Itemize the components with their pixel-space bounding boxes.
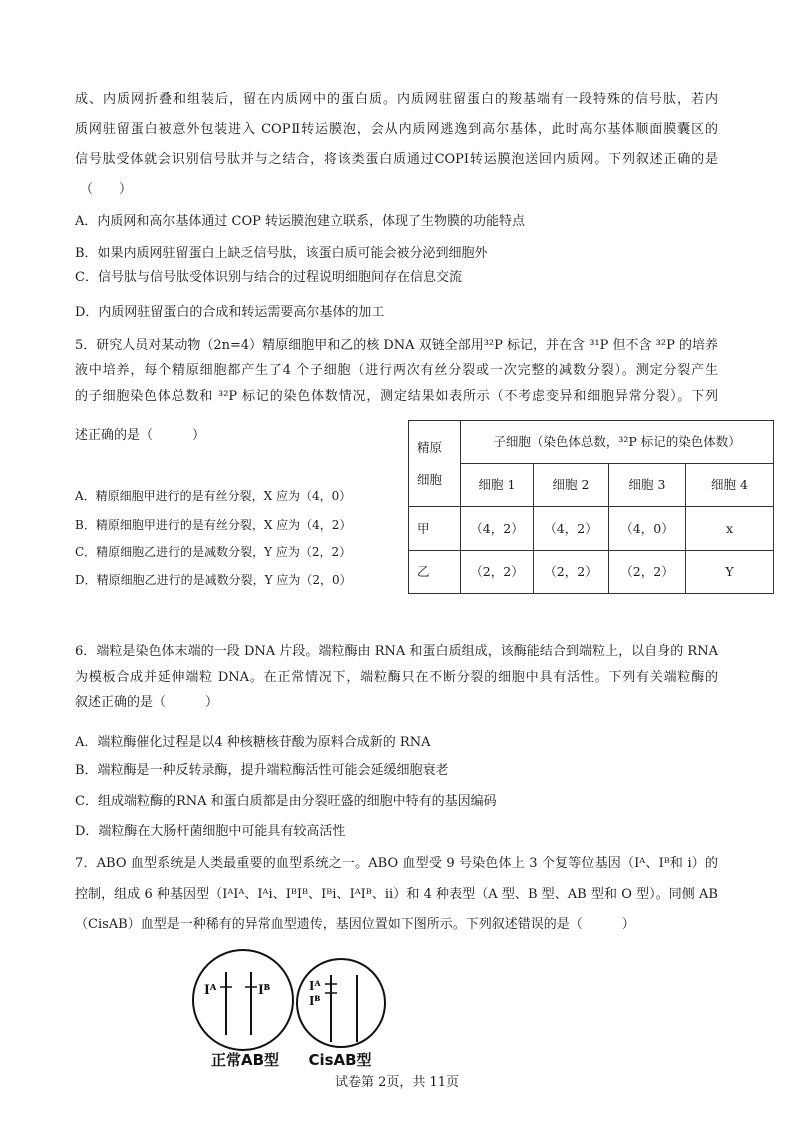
table-row-label: 乙 [409,551,461,594]
q5-data-table [408,420,774,594]
cell-outline [193,950,293,1050]
table-cell: （2，2） [609,551,686,594]
q4-answer-blank: （ ） [80,182,133,197]
normal-ab-caption: 正常AB型 [210,1051,280,1069]
table-row [409,551,774,594]
table-cell: （4，2） [534,507,609,551]
q5-option-d: D．精原细胞乙进行的是减数分裂，Y 应为（2，0） [75,573,352,587]
table-header-row [409,421,774,464]
q6-option-c: C．组成端粒酶的RNA 和蛋白质都是由分裂旺盛的细胞中特有的基因编码 [75,794,497,809]
q7-line-2: 控制，组成 6 种基因型（IᴬIᴬ、Iᴬi、IᴮIᴮ、Iᴮi、IᴬIᴮ、ii）和 4 种表型（A 型、B 型、AB 型和 O 型）。同侧 AB [75,887,718,902]
cis-ab-caption: CisAB型 [308,1051,372,1069]
table-cell: Y [686,551,774,594]
table-cell: （4，2） [461,507,534,551]
q4-line-3: 信号肽受体就会识别信号肽并与之结合，将该类蛋白质通过COPI转运膜泡送回内质网。下列叙述正确的是 [75,152,718,167]
table-group-header: 子细胞（染色体总数，³²P 标记的染色体数） [461,421,774,464]
q5-option-a: A．精原细胞甲进行的是有丝分裂，X 应为（4，0） [75,489,352,503]
q7-line-1: 7．ABO 血型系统是人类最重要的血型系统之一。ABO 血型受 9 号染色体上 3 个复等位基因（Iᴬ、Iᴮ和 i）的 [75,856,718,871]
table-corner-cell [409,421,461,507]
normal-ab-cell [193,950,293,1069]
q6-option-d: D．端粒酶在大肠杆菌细胞中可能具有较高活性 [75,824,346,839]
q4-option-b: B．如果内质网驻留蛋白上缺乏信号肽，该蛋白质可能会被分泌到细胞外 [75,246,488,261]
gene-label-ia: Iᴬ [204,982,217,998]
q4-option-d: D．内质网驻留蛋白的合成和转运需要高尔基体的加工 [75,305,385,320]
q5-line-4: 述正确的是（ ） [75,428,206,443]
q6-option-b: B．端粒酶是一种反转录酶，提升端粒酶活性可能会延缓细胞衰老 [75,763,449,778]
table-column-header: 细胞 3 [609,464,686,507]
q5-line-1: 5．研究人员对某动物（2n=4）精原细胞甲和乙的核 DNA 双链全部用³²P 标记，并在含 ³¹P 但不含 ³²P 的培养 [75,338,718,353]
chromosome-figure [180,945,400,1070]
q4-line-1: 成、内质网折叠和组装后，留在内质网中的蛋白质。内质网驻留蛋白的羧基端有一段特殊的信号肽，若内 [75,92,718,107]
q5-option-c: C．精原细胞乙进行的是减数分裂，Y 应为（2，2） [75,545,352,559]
q5-line-2: 液中培养，每个精原细胞都产生了4 个子细胞（进行两次有丝分裂或一次完整的减数分裂）。测定分裂产生 [75,363,718,378]
table-cell: （4，0） [609,507,686,551]
table-cell: x [686,507,774,551]
table-column-header: 细胞 4 [686,464,774,507]
q6-option-a: A．端粒酶催化过程是以4 种核糖核苷酸为原料合成新的 RNA [75,735,431,750]
q4-option-a: A．内质网和高尔基体通过 COP 转运膜泡建立联系，体现了生物膜的功能特点 [75,214,526,229]
gene-label-ia: Iᴬ [309,979,321,994]
table-row [409,507,774,551]
q6-line-1: 6．端粒是染色体末端的一段 DNA 片段。端粒酶由 RNA 和蛋白质组成，该酶能结合到端粒上，以自身的 RNA [75,644,718,659]
q6-line-3: 叙述正确的是（ ） [75,695,219,710]
cis-ab-cell [297,959,385,1069]
q4-option-c: C．信号肽与信号肽受体识别与结合的过程说明细胞间存在信息交流 [75,270,462,285]
table-subheader-row [409,464,774,507]
gene-label-ib: Iᴮ [258,982,270,998]
table-row-label: 甲 [409,507,461,551]
gene-label-ib: Iᴮ [309,994,320,1009]
table-column-header: 细胞 2 [534,464,609,507]
page-footer: 试卷第 2页，共 11页 [334,1075,460,1090]
q5-option-b: B．精原细胞甲进行的是有丝分裂，X 应为（4，2） [75,518,352,532]
q5-line-3: 的子细胞染色体总数和 ³²P 标记的染色体数情况，测定结果如表所示（不考虑变异和细胞异常分裂）。下列 [75,389,718,404]
q6-line-2: 为模板合成并延伸端粒 DNA。在正常情况下，端粒酶只在不断分裂的细胞中具有活性。下列有关端粒酶的 [75,670,718,685]
table-column-header: 细胞 1 [461,464,534,507]
table-corner-label: 精原细胞 [417,439,443,487]
table-cell: （2，2） [461,551,534,594]
q7-line-3: （CisAB）血型是一种稀有的异常血型遗传，基因位置如下图所示。下列叙述错误的是（ ） [75,917,635,932]
table-cell: （2，2） [534,551,609,594]
q4-line-2: 质网驻留蛋白被意外包装进入 COPⅡ转运膜泡，会从内质网逃逸到高尔基体，此时高尔基体顺面膜囊区的 [75,122,718,137]
